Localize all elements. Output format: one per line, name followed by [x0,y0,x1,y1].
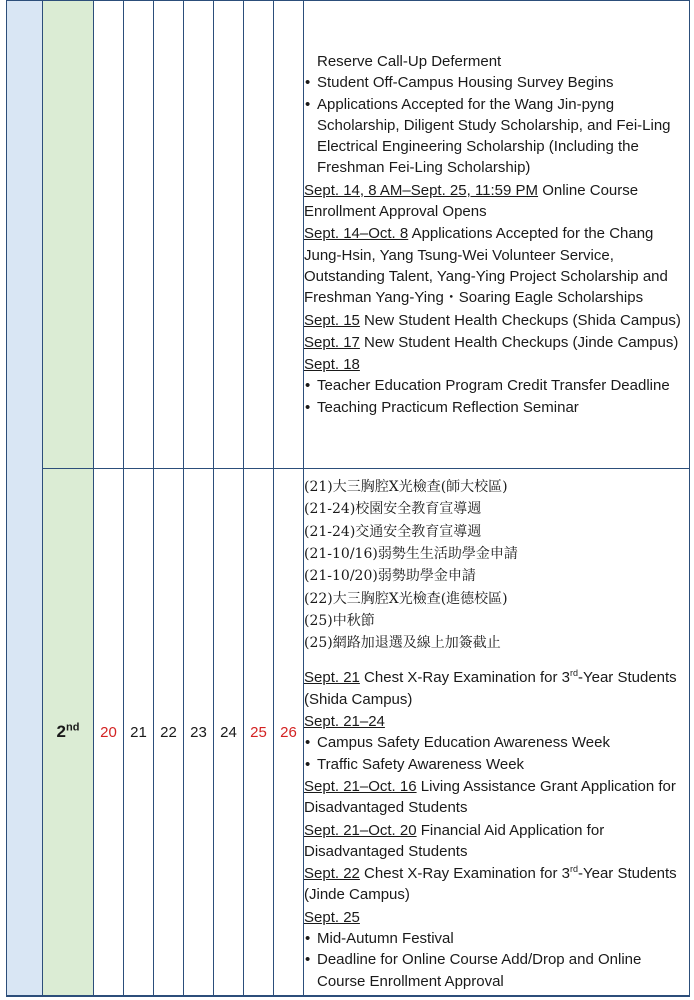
zh-event-line: (21-24)交通安全教育宣導週 [304,523,482,540]
event-date: Sept. 15 [304,311,360,329]
day-cell [124,1,154,469]
zh-event-line: (21-24)校園安全教育宣導週 [304,501,482,518]
day-cell [154,1,184,469]
bullet-list [304,732,689,775]
zh-event-line: (25)中秋節 [304,612,375,629]
day-cell-23: 23 [184,469,214,997]
week-number: 2 [56,722,66,741]
list-item: • Teaching Practicum Reflection Seminar [304,397,689,418]
list-item: • Campus Safety Education Awareness Week [304,732,689,753]
day-cell [274,1,304,469]
bullet-list [304,375,689,418]
event-date: Sept. 22 [304,865,360,883]
list-item: • Deadline for Online Course Add/Drop and Online Course Enrollment Approval [304,949,689,992]
event-date: Sept. 21–Oct. 20 [304,821,417,839]
week-cell-prev [43,1,94,469]
list-item [304,711,689,732]
list-item: • Mid-Autumn Festival [304,928,689,949]
day-cell-24: 24 [214,469,244,997]
week-row-continued [7,1,690,469]
zh-event-line: (21-10/20)弱勢助學金申請 [304,568,476,585]
list-item: • Traffic Safety Awareness Week [304,754,689,775]
event-date: Sept. 21–Oct. 16 [304,777,417,795]
event-date: Sept. 18 [304,356,360,374]
event-date: Sept. 21–24 [304,713,385,731]
list-item: • Student Off-Campus Housing Survey Begins [304,72,689,93]
week-number-cell [43,469,94,997]
day-cell-22: 22 [154,469,184,997]
list-item: Sept. 22 Chest X-Ray Examination for 3rd-Year Students (Jinde Campus) [304,864,677,904]
list-item [304,354,689,375]
list-item: • Reserve Call-Up Deferment [304,51,689,72]
day-cell [214,1,244,469]
day-cell-21: 21 [124,469,154,997]
day-cell [184,1,214,469]
day-cell [94,1,124,469]
event-date: Sept. 14, 8 AM–Sept. 25, 11:59 PM [304,181,539,199]
week-suffix: nd [66,721,80,734]
list-item: Sept. 14–Oct. 8 Applications Accepted for the Chang Jung-Hsin, Yang Tsung-Wei Volunteer Service, Outstanding Talent, Yang-Ying Project Scholarship and Freshman Yang-Ying・Soaring Eagle Scholarships [304,225,668,307]
event-notes-cell [304,469,690,997]
list-item: • Applications Accepted for the Wang Jin-pyng Scholarship, Diligent Study Scholarship, and Fei-Ling Electrical Engineering Scholarship (Including the Freshman Fei-Ling Scholarship) [304,94,689,179]
list-item: Sept. 21 Chest X-Ray Examination for 3rd-Year Students (Shida Campus) [304,668,677,708]
zh-event-line: (25)網路加退選及線上加簽截止 [304,635,501,652]
bullet-list-cont [304,51,689,179]
event-notes-cell [304,1,690,469]
list-item: Sept. 17 New Student Health Checkups (Jinde Campus) [304,333,679,351]
week-row-2 [7,469,690,997]
academic-calendar-table [6,0,690,997]
month-cell [7,1,43,997]
bullet-list [304,928,689,992]
zh-event-line: (21)大三胸腔X光檢查(師大校區) [304,479,508,496]
day-cell-20: 20 [94,469,124,997]
zh-event-line: (21-10/16)弱勢生生活助學金申請 [304,545,518,562]
event-date: Sept. 25 [304,908,360,926]
event-date: Sept. 14–Oct. 8 [304,225,409,243]
list-item [304,907,689,928]
event-date: Sept. 21 [304,669,360,687]
event-date: Sept. 17 [304,333,360,351]
list-item: Sept. 14, 8 AM–Sept. 25, 11:59 PM Online Course Enrollment Approval Opens [304,181,639,221]
list-item: Sept. 21–Oct. 16 Living Assistance Grant Application for Disadvantaged Students [304,777,676,817]
day-cell-25: 25 [244,469,274,997]
list-item: Sept. 21–Oct. 20 Financial Aid Application for Disadvantaged Students [304,821,605,860]
zh-event-line: (22)大三胸腔X光檢查(進德校區) [304,590,508,607]
list-item: Sept. 15 New Student Health Checkups (Shida Campus) [304,311,681,329]
list-item: • Teacher Education Program Credit Transfer Deadline [304,375,689,396]
day-cell [244,1,274,469]
day-cell-26: 26 [274,469,304,997]
